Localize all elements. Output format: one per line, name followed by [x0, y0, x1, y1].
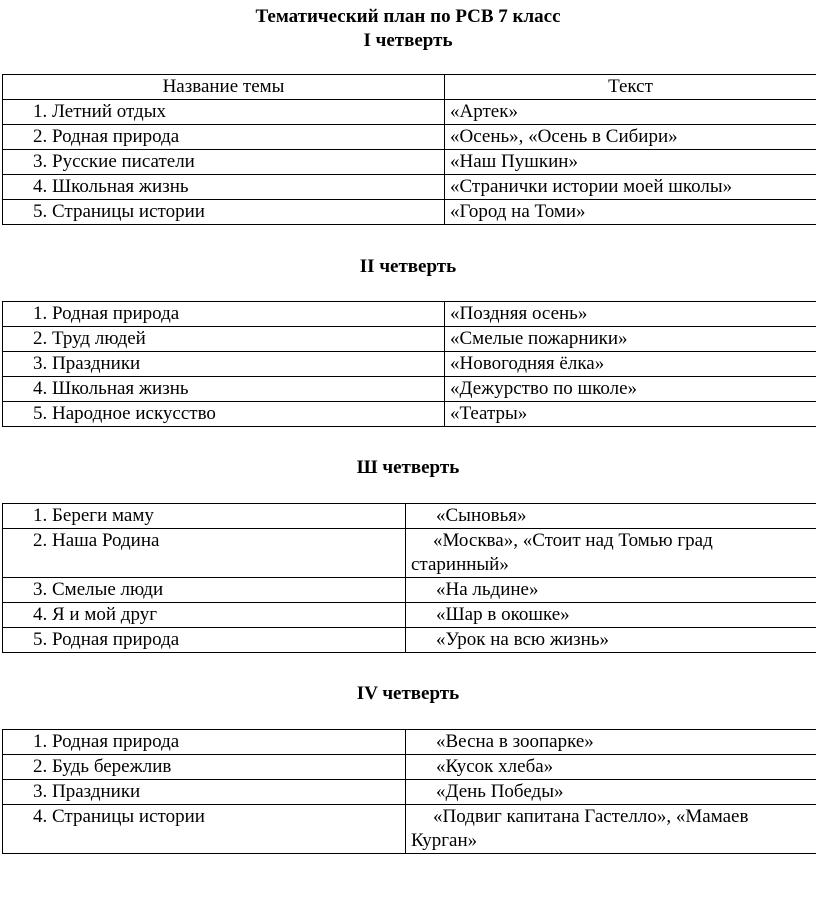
topic-cell: 5. Родная природа: [3, 628, 406, 653]
text-cell: «Артек»: [445, 100, 816, 125]
table-row: [3, 402, 816, 427]
text-cell: «Странички истории моей школы»: [445, 175, 816, 200]
text-cell: «Город на Томи»: [445, 200, 816, 225]
text-cell: «На льдине»: [406, 578, 816, 603]
topic-cell: 1. Береги маму: [3, 504, 406, 529]
topic-cell: 1. Родная природа: [3, 730, 406, 755]
text-cell: «Кусок хлеба»: [406, 755, 816, 780]
topic-cell: 1. Родная природа: [3, 302, 445, 327]
table-row: [3, 302, 816, 327]
table-header-row: [3, 75, 816, 100]
table-row: [3, 327, 816, 352]
table-row: [3, 529, 816, 578]
header-topic: Название темы: [3, 75, 445, 100]
text-cell: «Смелые пожарники»: [445, 327, 816, 352]
topic-cell: 2. Родная природа: [3, 125, 445, 150]
table-row: [3, 805, 816, 854]
text-cell: «Урок на всю жизнь»: [406, 628, 816, 653]
text-cell: «Москва», «Стоит над Томью град старинный»: [406, 529, 816, 578]
topic-cell: 5. Страницы истории: [3, 200, 445, 225]
text-cell: «День Победы»: [406, 780, 816, 805]
table-row: [3, 352, 816, 377]
topic-cell: 4. Школьная жизнь: [3, 175, 445, 200]
quarter-1-heading: I четверть: [363, 30, 453, 51]
table-row: [3, 755, 816, 780]
text-cell: «Сыновья»: [406, 504, 816, 529]
topic-cell: 3. Русские писатели: [3, 150, 445, 175]
table-row: [3, 780, 816, 805]
topic-cell: 2. Будь бережлив: [3, 755, 406, 780]
quarter-3-heading: Ш четверть: [356, 457, 460, 478]
text-cell: «Подвиг капитана Гастелло», «Мамаев Курган»: [406, 805, 816, 854]
table-row: [3, 200, 816, 225]
table-row: [3, 100, 816, 125]
text-cell: «Наш Пушкин»: [445, 150, 816, 175]
topic-cell: 4. Я и мой друг: [3, 603, 406, 628]
text-cell: «Шар в окошке»: [406, 603, 816, 628]
table-row: [3, 578, 816, 603]
table-row: [3, 603, 816, 628]
quarter-4-table: [2, 729, 816, 854]
text-cell: «Дежурство по школе»: [445, 377, 816, 402]
topic-cell: 5. Народное искусство: [3, 402, 445, 427]
quarter-4-heading: IV четверть: [356, 683, 460, 704]
topic-cell: 1. Летний отдых: [3, 100, 445, 125]
topic-cell: 4. Страницы истории: [3, 805, 406, 854]
text-cell: «Осень», «Осень в Сибири»: [445, 125, 816, 150]
quarter-1-table: [2, 74, 816, 225]
quarter-3-table: [2, 503, 816, 653]
topic-cell: 3. Праздники: [3, 352, 445, 377]
quarter-2-heading: II четверть: [359, 256, 457, 277]
document-title: Тематический план по РСВ 7 класс: [255, 6, 561, 27]
text-cell: «Новогодняя ёлка»: [445, 352, 816, 377]
text-cell: «Весна в зоопарке»: [406, 730, 816, 755]
topic-cell: 2. Наша Родина: [3, 529, 406, 578]
table-row: [3, 175, 816, 200]
table-row: [3, 377, 816, 402]
quarter-2-table: [2, 301, 816, 427]
table-row: [3, 628, 816, 653]
topic-cell: 3. Смелые люди: [3, 578, 406, 603]
topic-cell: 4. Школьная жизнь: [3, 377, 445, 402]
header-text: Текст: [445, 75, 816, 100]
table-row: [3, 730, 816, 755]
table-row: [3, 504, 816, 529]
topic-cell: 2. Труд людей: [3, 327, 445, 352]
text-cell: «Поздняя осень»: [445, 302, 816, 327]
topic-cell: 3. Праздники: [3, 780, 406, 805]
table-row: [3, 125, 816, 150]
table-row: [3, 150, 816, 175]
text-cell: «Театры»: [445, 402, 816, 427]
